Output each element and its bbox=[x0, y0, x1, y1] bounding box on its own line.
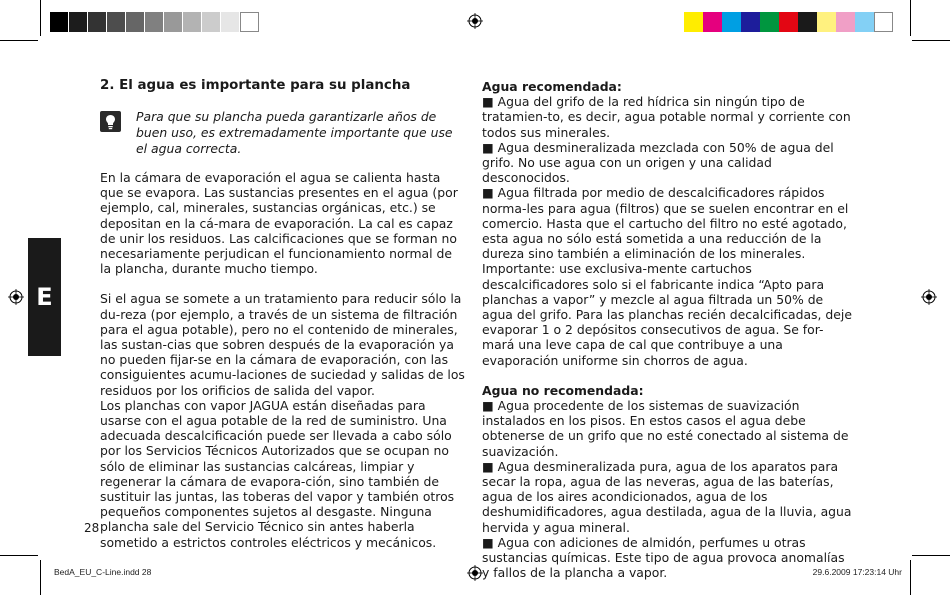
color-swatch bbox=[798, 12, 817, 32]
crop-mark bbox=[912, 40, 950, 41]
crop-mark bbox=[0, 555, 38, 556]
tip-note: Para que su plancha pueda garantizarle años de buen uso, es extremadamente importante que use el agua correcta. bbox=[136, 109, 453, 156]
paragraph: Los planchas con vapor JAGUA están diseñadas para usarse con el agua potable de la red de suministro. Una adecuada descalcificación puede ser llevada a cabo sólo por los Servicios Técnicos Autorizados que se ocupan no sólo de eliminar las sustancias calcáreas, limpiar y regenerar la cámara de evapora-ción, sino también de sustituir las juntas, las toberas del vapor y también otros pequeños componentes sujetos al desgaste. Ninguna plancha sale del Servicio Técnico sin antes haberla sometido a estrictos controles eléctricos y mecánicos. bbox=[100, 397, 455, 550]
crop-mark bbox=[910, 560, 911, 595]
crop-mark bbox=[0, 40, 38, 41]
color-swatch bbox=[760, 12, 779, 32]
color-swatch bbox=[202, 12, 221, 32]
color-swatch bbox=[836, 12, 855, 32]
list-item: ■ Agua desmineralizada pura, agua de los aparatos para secar la ropa, agua de las neveras, agua de las baterías, agua de los aires acondicionados, agua de los deshumidificadores, agua destilada, agua de la lluvia, agua hervida y agua mineral. bbox=[482, 458, 852, 535]
lightbulb-icon bbox=[100, 111, 121, 132]
paragraph: Si el agua se somete a un tratamiento para reducir sólo la du-reza (por ejemplo, a través de un sistema de filtración para el agua potable), pero no el contenido de minerales, las sustan-cias que sobren después de la evaporación ya no pueden fijar-se en la cámara de evaporación, con las consiguientes acumu-laciones de suciedad y salidas de los residuos por los orificios de salida del vapor. bbox=[100, 291, 465, 398]
crop-mark bbox=[40, 560, 41, 595]
not-recommended-title: Agua no recomendada: bbox=[482, 382, 644, 398]
registration-mark-icon bbox=[467, 565, 483, 581]
footer-timestamp: 29.6.2009 17:23:14 Uhr bbox=[812, 567, 902, 577]
color-swatch bbox=[855, 12, 874, 32]
color-swatch bbox=[145, 12, 164, 32]
list-item: ■ Agua desmineralizada mezclada con 50% de agua del grifo. No use agua con un origen y una calidad desconocidos. bbox=[482, 139, 834, 186]
color-swatch bbox=[107, 12, 126, 32]
color-swatch bbox=[183, 12, 202, 32]
color-swatch bbox=[126, 12, 145, 32]
list-item: ■ Agua del grifo de la red hídrica sin ningún tipo de tratamien-to, es decir, agua potable normal y corriente con todos sus minerales. bbox=[482, 94, 851, 140]
footer-filename: BedA_EU_C-Line.indd 28 bbox=[54, 567, 152, 577]
left-column bbox=[100, 170, 466, 550]
list-item: ■ Agua procedente de los sistemas de suavización instalados en los pisos. En estos casos el agua debe obtenerse de un grifo que no esté conectado al sistema de suavización. bbox=[482, 398, 849, 459]
language-tab: E bbox=[28, 238, 61, 356]
crop-mark bbox=[40, 0, 41, 36]
crop-mark bbox=[912, 555, 950, 556]
list-item: ■ Agua con adiciones de almidón, perfumes u otras sustancias químicas. Este tipo de agua provoca anomalías y fallos de la plancha a vapor. bbox=[482, 534, 845, 581]
bullet: ■ bbox=[482, 94, 494, 110]
crop-mark bbox=[910, 0, 911, 36]
color-swatch bbox=[779, 12, 798, 32]
color-swatch bbox=[50, 12, 69, 32]
bullet: ■ bbox=[482, 398, 494, 414]
page-number: 28 bbox=[84, 521, 100, 535]
color-swatch bbox=[703, 12, 722, 32]
paragraph: En la cámara de evaporación el agua se calienta hasta que se evapora. Las sustancias presentes en el agua (por ejemplo, cal, minerales, sustancias orgánicas, etc.) se depositan en la cá-mara de evaporación. La cal es capaz de unir los residuos. Las calcificaciones que se forman no necesariamente perjudican el funcionamiento normal de la plancha, durante mucho tiempo. bbox=[100, 170, 458, 277]
list-item: ■ Agua filtrada por medio de descalcificadores rápidos norma-les para agua (filtros) que se suelen encontrar en el comercio. Hasta que el cartucho del filtro no esté agotado, esta agua no sólo está sometida a una reducción de la dureza sino también a eliminación de los minerales. Importante: use exclusiva-mente cartuchos descalcificadores solo si el fabricante indica “Apto para planchas a vapor” y mezcle al agua filtrada un 50% de agua del grifo. Para las planchas recién decalcificadas, deje evaporar 1 o 2 depósitos consecutivos de agua. Se for-mará una leve capa de cal que contribuye a una evaporación uniforme sin chorros de agua. bbox=[482, 185, 852, 368]
color-swatch bbox=[741, 12, 760, 32]
bullet: ■ bbox=[482, 185, 494, 201]
color-swatch bbox=[684, 12, 703, 32]
registration-mark-icon bbox=[8, 289, 24, 305]
bullet: ■ bbox=[482, 458, 494, 474]
color-swatch bbox=[722, 12, 741, 32]
registration-mark-icon bbox=[467, 13, 483, 29]
color-swatch bbox=[88, 12, 107, 32]
color-swatch bbox=[874, 12, 893, 32]
bullet: ■ bbox=[482, 534, 494, 550]
color-swatch bbox=[69, 12, 88, 32]
bullet: ■ bbox=[482, 139, 494, 155]
color-swatch bbox=[817, 12, 836, 32]
right-column bbox=[482, 79, 852, 581]
section-heading: 2. El agua es importante para su plancha bbox=[100, 78, 411, 93]
grayscale-bar bbox=[50, 12, 259, 32]
recommended-title: Agua recomendada: bbox=[482, 79, 622, 94]
color-bar bbox=[684, 12, 893, 32]
color-swatch bbox=[221, 12, 240, 32]
color-swatch bbox=[240, 12, 259, 32]
registration-mark-icon bbox=[921, 289, 937, 305]
color-swatch bbox=[164, 12, 183, 32]
